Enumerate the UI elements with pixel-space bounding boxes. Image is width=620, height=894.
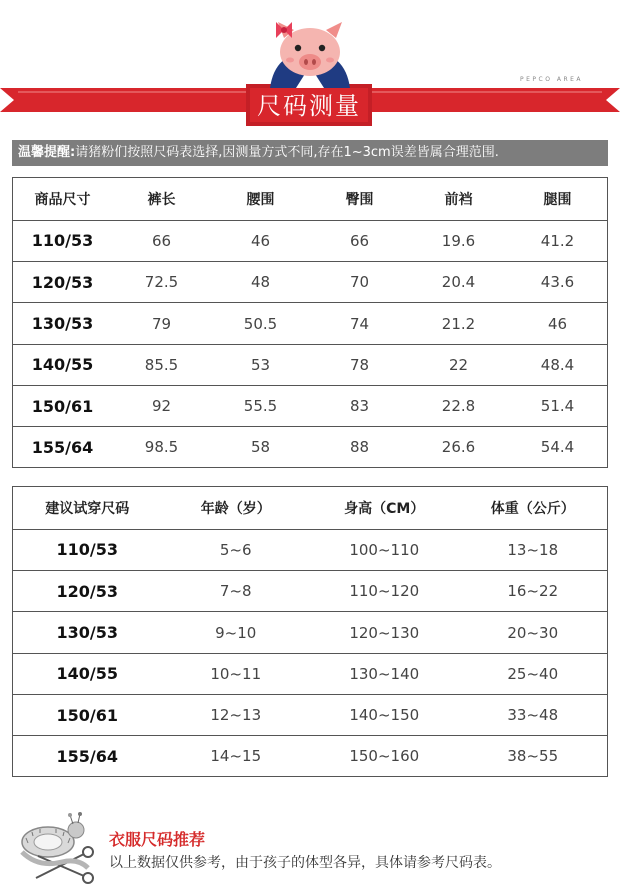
table-cell: 50.5 <box>211 303 310 344</box>
table-cell: 14~15 <box>162 736 311 776</box>
notice-bar <box>12 140 608 166</box>
table-cell: 140~150 <box>310 694 459 735</box>
size-cell: 120/53 <box>13 571 162 612</box>
size-cell: 155/64 <box>13 736 162 776</box>
size-cell: 155/64 <box>13 427 112 467</box>
measurement-table <box>12 177 608 468</box>
notice-text: 请猪粉们按照尺码表选择,因测量方式不同,存在1~3cm误差皆属合理范围. <box>75 145 499 160</box>
table-row <box>13 385 607 426</box>
table-cell: 66 <box>112 220 211 261</box>
table-cell: 46 <box>211 220 310 261</box>
table-cell: 98.5 <box>112 427 211 467</box>
table-cell: 58 <box>211 427 310 467</box>
table-header-row <box>13 487 607 529</box>
table-cell: 79 <box>112 303 211 344</box>
table-cell: 20~30 <box>459 612 608 653</box>
table-row <box>13 529 607 570</box>
table-row <box>13 571 607 612</box>
table-cell: 9~10 <box>162 612 311 653</box>
table-cell: 54.4 <box>508 427 607 467</box>
table-row <box>13 736 607 776</box>
table-cell: 33~48 <box>459 694 608 735</box>
table-cell: 130~140 <box>310 653 459 694</box>
table-cell: 88 <box>310 427 409 467</box>
table-cell: 13~18 <box>459 529 608 570</box>
header-cell: 建议试穿尺码 <box>45 500 130 517</box>
table-cell: 22.8 <box>409 385 508 426</box>
size-cell: 150/61 <box>13 694 162 735</box>
table-row <box>13 653 607 694</box>
table-cell: 70 <box>310 262 409 303</box>
header-cell: 腿围 <box>543 191 572 208</box>
brand-label: PEPCO AREA <box>520 76 584 83</box>
table-cell: 48 <box>211 262 310 303</box>
table-cell: 48.4 <box>508 344 607 385</box>
table-cell: 78 <box>310 344 409 385</box>
table-row <box>13 303 607 344</box>
size-cell: 110/53 <box>13 529 162 570</box>
footer-title: 衣服尺码推荐 <box>109 830 206 849</box>
table-cell: 26.6 <box>409 427 508 467</box>
header-cell: 商品尺寸 <box>34 191 91 208</box>
table-cell: 7~8 <box>162 571 311 612</box>
table-cell: 150~160 <box>310 736 459 776</box>
table-header-row <box>13 178 607 220</box>
header-cell: 年龄（岁） <box>200 500 271 517</box>
table-row <box>13 220 607 261</box>
table-cell: 51.4 <box>508 385 607 426</box>
header-cell: 裤长 <box>147 191 176 208</box>
table-cell: 19.6 <box>409 220 508 261</box>
table-cell: 92 <box>112 385 211 426</box>
size-cell: 130/53 <box>13 303 112 344</box>
table-cell: 46 <box>508 303 607 344</box>
page-title: 尺码测量 <box>257 92 361 120</box>
size-suggestion-table <box>12 486 608 777</box>
table-cell: 85.5 <box>112 344 211 385</box>
table-cell: 53 <box>211 344 310 385</box>
size-cell: 140/55 <box>13 344 112 385</box>
size-cell: 130/53 <box>13 612 162 653</box>
header-banner <box>0 0 620 135</box>
table-cell: 10~11 <box>162 653 311 694</box>
header-cell: 体重（公斤） <box>490 500 575 517</box>
table-cell: 55.5 <box>211 385 310 426</box>
table-row <box>13 427 607 467</box>
tape-measure-scissors-icon <box>18 812 102 884</box>
header-cell: 前裆 <box>444 191 473 208</box>
table-cell: 100~110 <box>310 529 459 570</box>
table-cell: 5~6 <box>162 529 311 570</box>
table-cell: 110~120 <box>310 571 459 612</box>
notice-label: 温馨提醒: <box>18 145 76 160</box>
pig-mascot-icon <box>270 22 350 88</box>
size-cell: 140/55 <box>13 653 162 694</box>
header-cell: 身高（CM） <box>344 500 425 517</box>
table-cell: 41.2 <box>508 220 607 261</box>
table-row <box>13 262 607 303</box>
table-cell: 16~22 <box>459 571 608 612</box>
size-cell: 110/53 <box>13 220 112 261</box>
header-cell: 腰围 <box>246 191 275 208</box>
table-row <box>13 344 607 385</box>
table-cell: 20.4 <box>409 262 508 303</box>
footer-note: 以上数据仅供参考，由于孩子的体型各异，具体请参考尺码表。 <box>109 855 501 871</box>
header-cell: 臀围 <box>345 191 374 208</box>
table-cell: 12~13 <box>162 694 311 735</box>
table-row <box>13 612 607 653</box>
table-cell: 43.6 <box>508 262 607 303</box>
size-cell: 150/61 <box>13 385 112 426</box>
table-cell: 72.5 <box>112 262 211 303</box>
table-cell: 66 <box>310 220 409 261</box>
table-cell: 25~40 <box>459 653 608 694</box>
table-cell: 22 <box>409 344 508 385</box>
table-cell: 83 <box>310 385 409 426</box>
table-cell: 21.2 <box>409 303 508 344</box>
table-cell: 38~55 <box>459 736 608 776</box>
size-cell: 120/53 <box>13 262 112 303</box>
table-row <box>13 694 607 735</box>
table-cell: 120~130 <box>310 612 459 653</box>
table-cell: 74 <box>310 303 409 344</box>
